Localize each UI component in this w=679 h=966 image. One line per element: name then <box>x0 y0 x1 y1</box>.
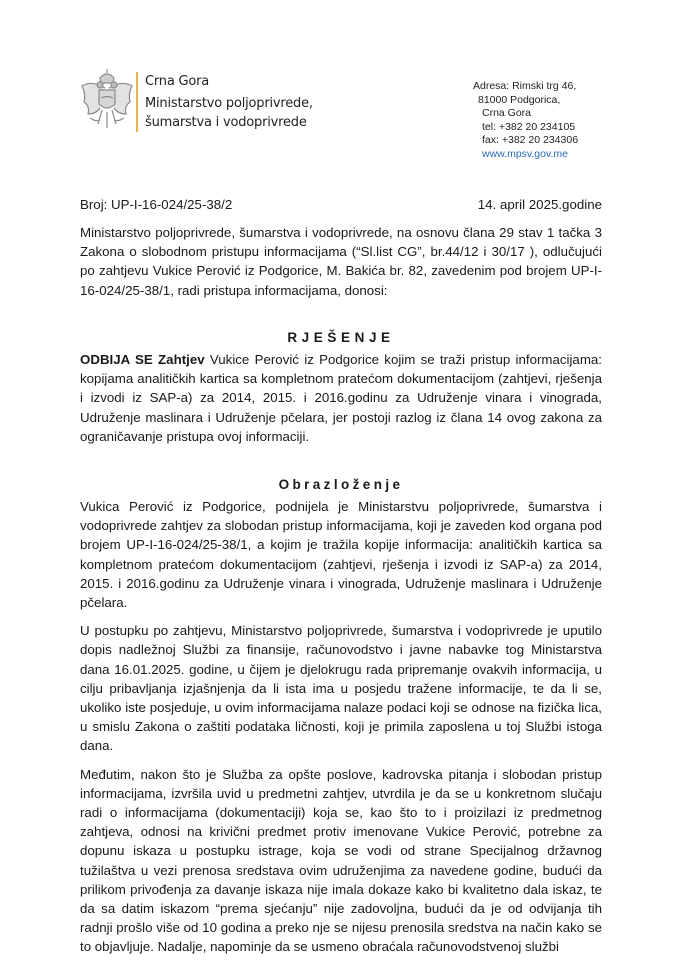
decision-paragraph <box>80 350 602 446</box>
reasoning-paragraph: U postupku po zahtjevu, Ministarstvo poljoprivrede, šumarstva i vodoprivrede je uputilo dopis nadležnoj Službi za finansije, računovodstvo i javne nabavke tog Ministarstva dana 16.01.2025. godine, u čijem je djelokrugu rada pripremanje ovakvih informacija, u cilju pribavljanja izjašnjenja da li ista ima u posjedu tražene informacije, te da li se, ukoliko iste posjeduje, u ovim informacijama nalaze podaci koji se odnose na fizička lica, u smislu Zakona o zaštiti podataka ličnosti, koji je primila zaposlena u toj Službi istoga dana. <box>80 623 602 754</box>
intro-section <box>80 223 602 300</box>
reasoning-section <box>80 497 602 966</box>
organization-name <box>145 72 313 132</box>
montenegro-coat-of-arms-icon <box>78 68 136 134</box>
address-line3: Crna Gora <box>482 107 532 119</box>
intro-paragraph: Ministarstvo poljoprivrede, šumarstva i vodoprivrede, na osnovu člana 29 stav 1 tačka 3 Zakona o slobodnom pristupu informacijama (“Sl.list CG”, br.44/12 i 30/17 ), odlučujući po zahtjevu Vukice Perović iz Podgorice, M. Bakića br. 82, zavedenim pod brojem UP-I-16-024/25-38/1, radi pristupa informacijama, donosi: <box>80 225 602 298</box>
ministry-name-line2: šumarstva i vodoprivrede <box>145 115 307 130</box>
country-name: Crna Gora <box>145 74 210 89</box>
contact-block <box>473 80 578 161</box>
telephone: tel: +382 20 234105 <box>482 120 576 133</box>
decision-text: Vukice Perović iz Podgorice kojim se traži pristup informacijama: kopijama analitičkih kartica sa kompletnom pratećom dokumentacijom (zahtjevi, rješenja i izvodi iz SAP-a) za 2014, 2015. i 2016.godinu za Udruženje vinara i vinograda, Udruženje maslinara i Udruženje pčelara, jer postoji razlog iz člana 14 ovog zakona za ograničavanje pristupa ovoj informaciji. <box>80 352 602 444</box>
fax: fax: +382 20 234306 <box>482 134 579 146</box>
address-line2: 81000 Podgorica, <box>478 93 561 106</box>
reasoning-heading: Obrazloženje <box>278 477 404 492</box>
decision-section <box>80 350 602 446</box>
address-line1: Adresa: Rimski trg 46, <box>473 80 577 92</box>
decision-verdict: ODBIJA SE Zahtjev <box>80 352 205 367</box>
letterhead <box>0 0 679 170</box>
decision-heading: RJEŠENJE <box>287 330 395 345</box>
ministry-name-line1: Ministarstvo poljoprivrede, <box>145 96 313 111</box>
reasoning-paragraph: Međutim, nakon što je Služba za opšte poslove, kadrovska pitanja i slobodan pristup informacijama, izvršila uvid u predmetni zahtjev, utvrdila je da se u konkretnom slučaju radi o informacijama (dokumentaciji) koja se, kao što to i proizilazi iz predmetnog zahtjeva, odnosi na krivični predmet protiv imenovane Vukice Perović, potrebne za dopunu iskaza u postupku istrage, koja se vodi od strane Specijalnog državnog tužilaštva u vezi prenosa sredstava ovim udruženjima za navedene godine, budući da prilikom privođenja za davanje iskaza nije imala dokaze kako bi kvalitetno dala iskaz, te da sa datim iskazom “prema sjećanju” nije zadovoljna, budući da je od odvijanja tih radnji prošlo više od 10 godina a preko nje se nijesu prenosila sredstva na način kako se to objavljuje. Nadalje, napominje da se usmeno obraćala računovodstvenoj službi <box>80 766 602 955</box>
letterhead-divider <box>136 72 138 132</box>
reasoning-paragraph: Vukica Perović iz Podgorice, podnijela je Ministarstvu poljoprivrede, šumarstva i vodoprivrede zahtjev za slobodan pristup informacijama, koji je zaveden kod organa pod brojem UP-I-16-024/25-38/1, a kojim je tražila kopije informacija: analitičkih kartica sa kompletnom pratećom dokumentacijom (zahtjevi, rješenja i izvodi iz SAP-a) za 2014, 2015. i 2016.godinu za Udruženje vinara i vinograda, Udruženje maslinara i Udruženje pčelara. <box>80 499 602 611</box>
document-meta <box>80 197 602 217</box>
document-date: 14. april 2025.godine <box>477 197 602 212</box>
website-link[interactable]: www.mpsv.gov.me <box>482 147 568 160</box>
document-number: Broj: UP-I-16-024/25-38/2 <box>80 197 233 212</box>
